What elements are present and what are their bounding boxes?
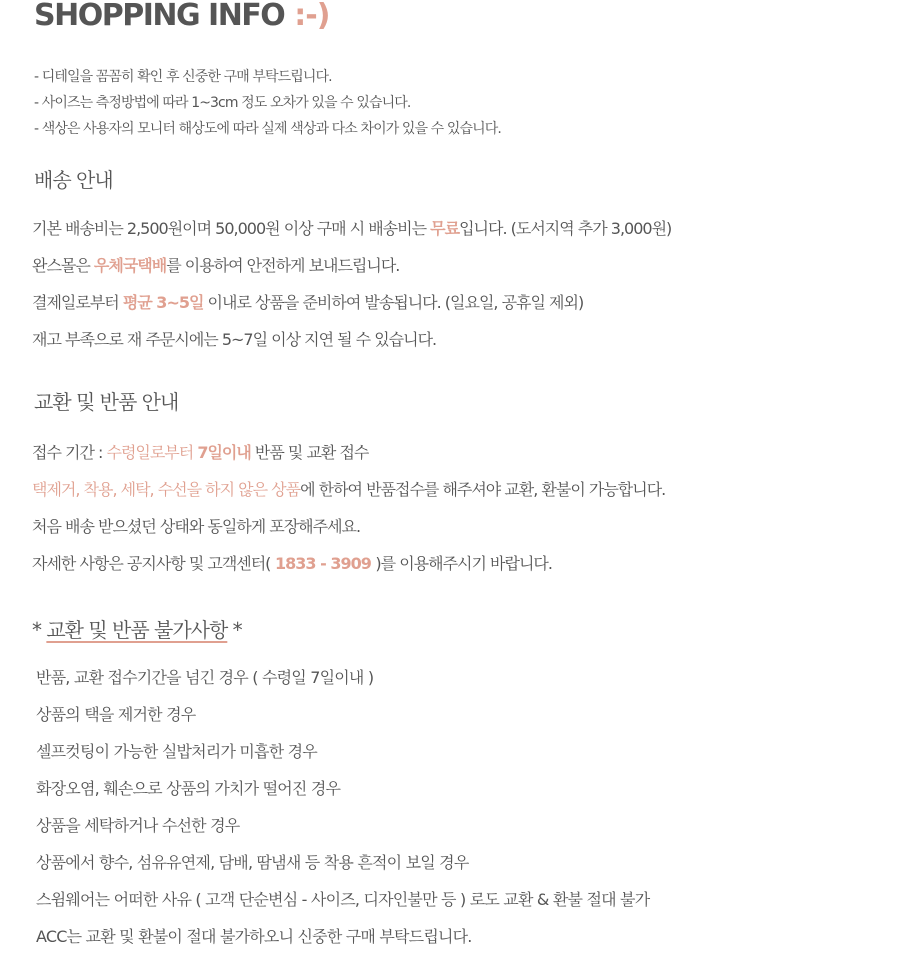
exchange-line-period bbox=[32, 434, 665, 471]
restrictions-heading bbox=[32, 614, 242, 643]
shipping-line-fee bbox=[32, 210, 671, 247]
shipping-line-delay: 재고 부족으로 재 주문시에는 5~7일 이상 지연 될 수 있습니다. bbox=[32, 330, 437, 349]
note-item: - 사이즈는 측정방법에 따라 1~3cm 정도 오차가 있을 수 있습니다. bbox=[34, 95, 411, 111]
exchange-heading: 교환 및 반품 안내 bbox=[34, 390, 179, 414]
courier-highlight: 우체국택배 bbox=[93, 256, 167, 275]
phone-number: 1833 - 3909 bbox=[270, 554, 376, 573]
restrictions-title: 교환 및 반품 불가사항 bbox=[46, 618, 228, 642]
list-item: 상품에서 향수, 섬유유연제, 담배, 땀냄새 등 착용 흔적이 보일 경우 bbox=[36, 853, 469, 872]
list-item: ACC는 교환 및 환불이 절대 불가하오니 신중한 구매 부탁드립니다. bbox=[36, 927, 472, 946]
condition-highlight: 택제거, 착용, 세탁, 수선을 하지 않은 상품 bbox=[32, 480, 301, 499]
shipping-line-period bbox=[32, 284, 671, 321]
exchange-line-packaging: 처음 배송 받으셨던 상태와 동일하게 포장해주세요. bbox=[32, 517, 361, 536]
list-item: 스윔웨어는 어떠한 사유 ( 고객 단순변심 - 사이즈, 디자인불만 등 ) 로도 교환 & 환불 절대 불가 bbox=[36, 890, 650, 909]
note-item: - 색상은 사용자의 모니터 해상도에 따라 실제 색상과 다소 차이가 있을 수 있습니다. bbox=[34, 121, 501, 137]
period-highlight: 수령일로부터 bbox=[106, 443, 198, 462]
note-item: - 디테일을 꼼꼼히 확인 후 신중한 구매 부탁드립니다. bbox=[34, 69, 332, 85]
restrictions-list bbox=[36, 659, 649, 955]
days-highlight: 7일이내 bbox=[197, 443, 251, 462]
list-item: 상품의 택을 제거한 경우 bbox=[36, 705, 196, 724]
free-highlight: 무료 bbox=[430, 219, 460, 238]
list-item: 셀프컷팅이 가능한 실밥처리가 미흡한 경우 bbox=[36, 742, 317, 761]
text: )를 이용해주시기 바랍니다. bbox=[375, 554, 552, 573]
list-item: 화장오염, 훼손으로 상품의 가치가 떨어진 경우 bbox=[36, 779, 341, 798]
shipping-info bbox=[32, 210, 671, 358]
text: 결제일로부터 bbox=[32, 293, 123, 312]
star: * bbox=[227, 618, 242, 642]
notes-list bbox=[34, 64, 501, 142]
text: 이내로 상품을 준비하여 발송됩니다. (일요일, 공휴일 제외) bbox=[203, 293, 584, 312]
exchange-line-contact bbox=[32, 545, 665, 582]
star: * bbox=[32, 618, 47, 642]
page-title bbox=[34, 0, 329, 34]
title-smile: :-) bbox=[294, 0, 330, 33]
text: 반품 및 교환 접수 bbox=[250, 443, 369, 462]
text: 에 한하여 반품접수를 해주셔야 교환, 환불이 가능합니다. bbox=[300, 480, 666, 499]
text: 자세한 사항은 공지사항 및 고객센터( bbox=[32, 554, 271, 573]
list-item: 상품을 세탁하거나 수선한 경우 bbox=[36, 816, 240, 835]
exchange-line-condition bbox=[32, 471, 665, 508]
text: 접수 기간 : bbox=[32, 443, 107, 462]
text: 완스몰은 bbox=[32, 256, 94, 275]
text: 입니다. (도서지역 추가 3,000원) bbox=[459, 219, 672, 238]
text: 기본 배송비는 2,500원이며 50,000원 이상 구매 시 배송비는 bbox=[32, 219, 431, 238]
text: 를 이용하여 안전하게 보내드립니다. bbox=[166, 256, 400, 275]
list-item: 반품, 교환 접수기간을 넘긴 경우 ( 수령일 7일이내 ) bbox=[36, 668, 374, 687]
period-highlight: 평균 3~5일 bbox=[122, 293, 204, 312]
title-text: SHOPPING INFO bbox=[34, 0, 285, 33]
shipping-heading: 배송 안내 bbox=[34, 168, 113, 192]
exchange-info bbox=[32, 434, 665, 582]
shipping-line-courier bbox=[32, 247, 671, 284]
